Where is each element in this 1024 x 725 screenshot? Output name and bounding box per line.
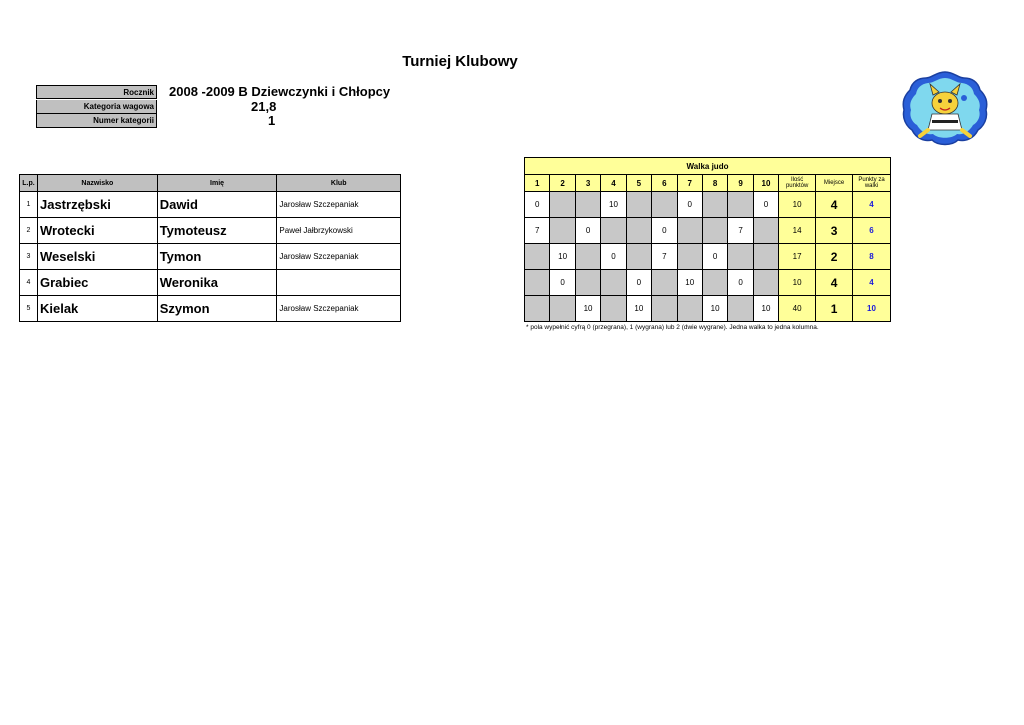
points-cell: 10: [779, 270, 816, 296]
rocznik-label: Rocznik: [36, 85, 157, 99]
fight-number-header: 6: [652, 175, 677, 192]
col-header-lp: L.p.: [20, 175, 38, 192]
club-cell: Jarosław Szczepaniak: [277, 244, 401, 270]
fight-score-cell: 10: [626, 296, 651, 322]
points-cell: 40: [779, 296, 816, 322]
surname-cell: Grabiec: [37, 270, 157, 296]
fight-score-cell: [601, 270, 626, 296]
surname-cell: Wrotecki: [37, 218, 157, 244]
fight-score-cell: [601, 218, 626, 244]
lp-cell: 2: [20, 218, 38, 244]
club-cell: [277, 270, 401, 296]
tiger-judo-logo-icon: [902, 70, 988, 146]
table-row: [20, 192, 401, 218]
fight-score-cell: 0: [702, 244, 727, 270]
fight-score-cell: [677, 218, 702, 244]
fight-score-cell: [525, 244, 550, 270]
fight-number-header: 1: [525, 175, 550, 192]
results-caption: Walka judo: [525, 158, 891, 175]
fight-score-cell: [702, 218, 727, 244]
name-cell: Weronika: [157, 270, 277, 296]
lp-cell: 5: [20, 296, 38, 322]
fight-number-header: 10: [753, 175, 778, 192]
fight-score-cell: 7: [525, 218, 550, 244]
competitors-header-row: [20, 175, 401, 192]
fight-number-header: 5: [626, 175, 651, 192]
fight-score-cell: 0: [550, 270, 575, 296]
fight-score-cell: 10: [677, 270, 702, 296]
fight-score-cell: [753, 244, 778, 270]
fight-score-cell: [728, 244, 753, 270]
fight-points-cell: 10: [853, 296, 891, 322]
fight-score-cell: [626, 244, 651, 270]
place-header: Miejsce: [816, 175, 853, 192]
fight-number-header: 2: [550, 175, 575, 192]
col-header-klub: Klub: [277, 175, 401, 192]
fight-score-cell: 10: [601, 192, 626, 218]
fight-score-cell: [626, 192, 651, 218]
surname-cell: Kielak: [37, 296, 157, 322]
club-cell: Jarosław Szczepaniak: [277, 296, 401, 322]
lp-cell: 4: [20, 270, 38, 296]
fight-score-cell: [575, 192, 600, 218]
fight-score-cell: [525, 270, 550, 296]
col-header-imie: Imię: [157, 175, 277, 192]
fight-number-header: 7: [677, 175, 702, 192]
results-row: [525, 270, 891, 296]
fight-score-cell: [677, 296, 702, 322]
fight-score-cell: [601, 296, 626, 322]
rocznik-value: 2008 -2009 B Dziewczynki i Chłopcy: [169, 84, 391, 99]
points-cell: 10: [779, 192, 816, 218]
fight-score-cell: [550, 296, 575, 322]
lp-cell: 3: [20, 244, 38, 270]
fight-score-cell: [652, 296, 677, 322]
fight-score-cell: [652, 192, 677, 218]
fight-score-cell: [550, 218, 575, 244]
fight-score-cell: [677, 244, 702, 270]
results-row: [525, 218, 891, 244]
fight-score-cell: [525, 296, 550, 322]
table-row: [20, 244, 401, 270]
club-cell: Jarosław Szczepaniak: [277, 192, 401, 218]
results-row: [525, 296, 891, 322]
fight-score-cell: 0: [753, 192, 778, 218]
fight-points-cell: 4: [853, 192, 891, 218]
fight-number-header: 9: [728, 175, 753, 192]
results-header-row: [525, 175, 891, 192]
fight-score-cell: [550, 192, 575, 218]
points-header: Ilość punktów: [779, 175, 816, 192]
fight-points-cell: 6: [853, 218, 891, 244]
results-caption-row: [525, 158, 891, 175]
club-cell: Paweł Jałbrzykowski: [277, 218, 401, 244]
fight-score-cell: [702, 192, 727, 218]
footnote: * pola wypełnić cyfrą 0 (przegrana), 1 (wygrana) lub 2 (dwie wygrane). Jedna walka to jedna kolumna.: [526, 324, 819, 331]
results-table: [524, 157, 891, 322]
fight-score-cell: 0: [525, 192, 550, 218]
lp-cell: 1: [20, 192, 38, 218]
fight-score-cell: 10: [702, 296, 727, 322]
table-row: [20, 218, 401, 244]
fight-score-cell: 0: [652, 218, 677, 244]
place-cell: 1: [816, 296, 853, 322]
results-row: [525, 192, 891, 218]
name-cell: Tymoteusz: [157, 218, 277, 244]
name-cell: Dawid: [157, 192, 277, 218]
fight-score-cell: [575, 244, 600, 270]
kategoria-value: 21,8: [251, 99, 277, 114]
fight-score-cell: [753, 270, 778, 296]
fight-score-cell: [702, 270, 727, 296]
place-cell: 3: [816, 218, 853, 244]
surname-cell: Jastrzębski: [37, 192, 157, 218]
fight-points-header: Punkty za walki: [853, 175, 891, 192]
col-header-nazwisko: Nazwisko: [37, 175, 157, 192]
fight-score-cell: [728, 192, 753, 218]
fight-score-cell: 0: [677, 192, 702, 218]
fight-score-cell: [626, 218, 651, 244]
place-cell: 4: [816, 270, 853, 296]
page-title: Turniej Klubowy: [402, 53, 518, 70]
points-cell: 17: [779, 244, 816, 270]
fight-score-cell: 0: [601, 244, 626, 270]
fight-score-cell: 0: [626, 270, 651, 296]
fight-number-header: 3: [575, 175, 600, 192]
table-row: [20, 270, 401, 296]
fight-number-header: 8: [702, 175, 727, 192]
fight-score-cell: 0: [575, 218, 600, 244]
place-cell: 4: [816, 192, 853, 218]
surname-cell: Weselski: [37, 244, 157, 270]
fight-score-cell: 7: [728, 218, 753, 244]
numer-value: 1: [268, 113, 276, 128]
fight-score-cell: 10: [550, 244, 575, 270]
fight-score-cell: [753, 218, 778, 244]
fight-score-cell: [728, 296, 753, 322]
points-cell: 14: [779, 218, 816, 244]
place-cell: 2: [816, 244, 853, 270]
fight-score-cell: [575, 270, 600, 296]
fight-score-cell: 10: [575, 296, 600, 322]
table-row: [20, 296, 401, 322]
fight-score-cell: [652, 270, 677, 296]
competitors-table: [19, 174, 401, 322]
name-cell: Tymon: [157, 244, 277, 270]
fight-number-header: 4: [601, 175, 626, 192]
fight-score-cell: 0: [728, 270, 753, 296]
fight-points-cell: 4: [853, 270, 891, 296]
fight-score-cell: 10: [753, 296, 778, 322]
fight-points-cell: 8: [853, 244, 891, 270]
numer-label: Numer kategorii: [36, 114, 157, 128]
name-cell: Szymon: [157, 296, 277, 322]
kategoria-label: Kategoria wagowa: [36, 100, 157, 114]
fight-score-cell: 7: [652, 244, 677, 270]
results-row: [525, 244, 891, 270]
